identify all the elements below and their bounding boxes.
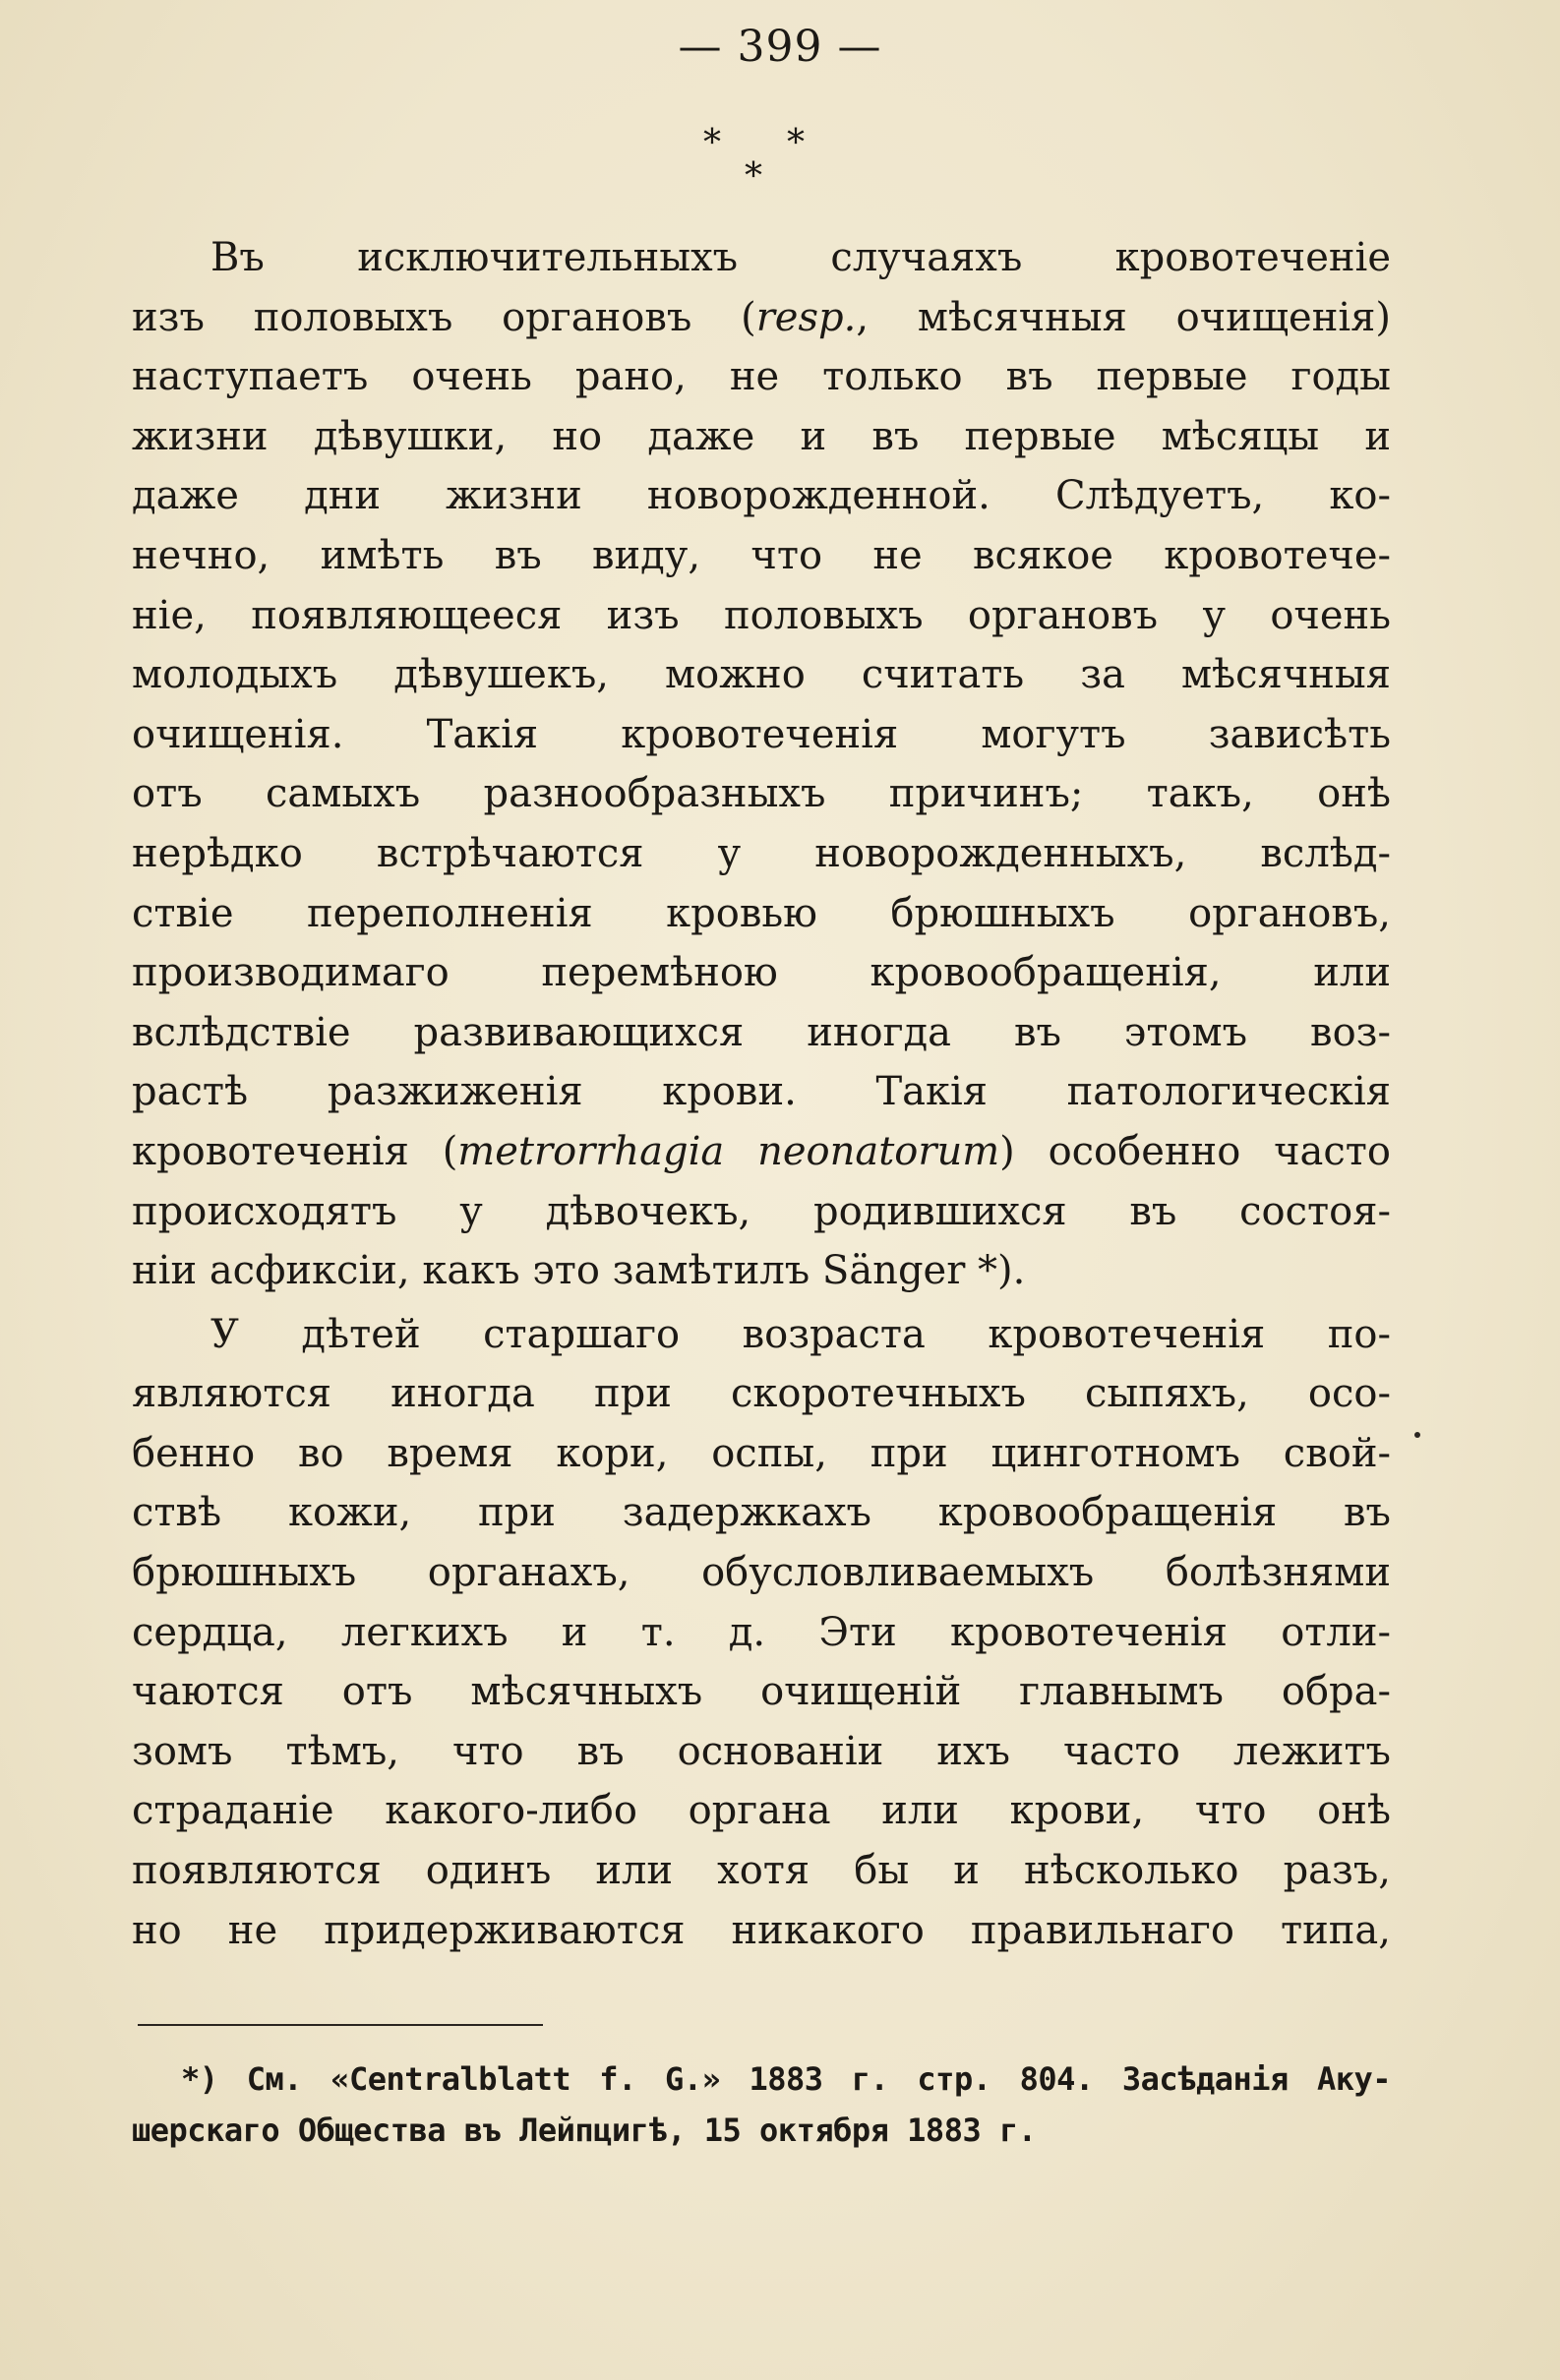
- text-line: вслѣдствіе развивающихся иногда въ этомъ воз-: [132, 1009, 1391, 1055]
- text-line: ніе, появляющееся изъ половыхъ органовъ у очень: [132, 592, 1391, 638]
- text-line: чаются отъ мѣсячныхъ очищеній главнымъ обра-: [132, 1669, 1391, 1715]
- footnote-rule: [138, 2024, 543, 2026]
- text-line: ствіе переполненія кровью брюшныхъ органовъ,: [132, 890, 1391, 936]
- paragraph-2: [132, 1305, 1391, 1961]
- page-number: — 399 —: [678, 22, 882, 72]
- text-line: нечно, имѣть въ виду, что не всякое кровотече-: [132, 532, 1391, 578]
- text-line: являются иногда при скоротечныхъ сыпяхъ, осо-: [132, 1371, 1391, 1417]
- text-line: производимаго перемѣною кровообращенія, или: [132, 950, 1391, 996]
- text-line: брюшныхъ органахъ, обусловливаемыхъ болѣзнями: [132, 1550, 1391, 1596]
- main-text: [132, 228, 1391, 1964]
- text-line: но не придерживаются никакого правильнаго типа,: [132, 1907, 1391, 1953]
- text-line: очищенія. Такія кровотеченія могутъ зависѣть: [132, 711, 1391, 757]
- text-line: появляются одинъ или хотя бы и нѣсколько разъ,: [132, 1848, 1391, 1894]
- text-line: молодыхъ дѣвушекъ, можно считать за мѣсячныя: [132, 652, 1391, 698]
- footnote-line: шерскаго Общества въ Лейпцигѣ, 15 октября 1883 г.: [132, 2112, 1037, 2149]
- section-asterism: [0, 123, 1560, 197]
- footnote: [132, 2053, 1391, 2156]
- text-line: кровотеченія (metrorrhagia neonatorum) особенно часто: [132, 1128, 1391, 1174]
- text-line: жизни дѣвушки, но даже и въ первые мѣсяцы и: [132, 413, 1391, 459]
- text-line: наступаетъ очень рано, не только въ первые годы: [132, 354, 1391, 400]
- paragraph-1: [132, 228, 1391, 1301]
- text-line: изъ половыхъ органовъ (resp., мѣсячныя очищенія): [132, 294, 1391, 340]
- text-line: нерѣдко встрѣчаются у новорожденныхъ, вслѣд-: [132, 830, 1391, 876]
- text-line: отъ самыхъ разнообразныхъ причинъ; такъ, онѣ: [132, 771, 1391, 817]
- footnote-line: *) См. «Centralblatt f. G.» 1883 г. стр. 804. Засѣданія Аку-: [181, 2060, 1391, 2098]
- text-line: страданіе какого-либо органа или крови, что онѣ: [132, 1788, 1391, 1834]
- text-line: происходятъ у дѣвочекъ, родившихся въ состоя-: [132, 1188, 1391, 1234]
- latin-term: resp.: [755, 294, 857, 340]
- text-line: даже дни жизни новорожденной. Слѣдуетъ, ко-: [132, 473, 1391, 519]
- text-line: ствѣ кожи, при задержкахъ кровообращенія въ: [132, 1490, 1391, 1536]
- asterisk-left: *: [703, 123, 721, 163]
- text-line: растѣ разжиженія крови. Такія патологическія: [132, 1069, 1391, 1115]
- text-line: сердца, легкихъ и т. д. Эти кровотеченія отли-: [132, 1609, 1391, 1655]
- asterisk-bottom: *: [745, 156, 762, 197]
- text-line: зомъ тѣмъ, что въ основаніи ихъ часто лежитъ: [132, 1728, 1391, 1774]
- text-line: Въ исключительныхъ случаяхъ кровотеченіе: [210, 235, 1391, 280]
- print-speck: [1414, 1432, 1420, 1438]
- asterisk-right: *: [787, 123, 805, 163]
- latin-term: metrorrhagia neonatorum: [457, 1128, 1000, 1174]
- text-line: бенно во время кори, оспы, при цинготномъ свой-: [132, 1430, 1391, 1476]
- text-line: У дѣтей старшаго возраста кровотеченія по-: [210, 1311, 1391, 1357]
- text-line: ніи асфиксіи, какъ это замѣтилъ Sänger *).: [132, 1248, 1026, 1294]
